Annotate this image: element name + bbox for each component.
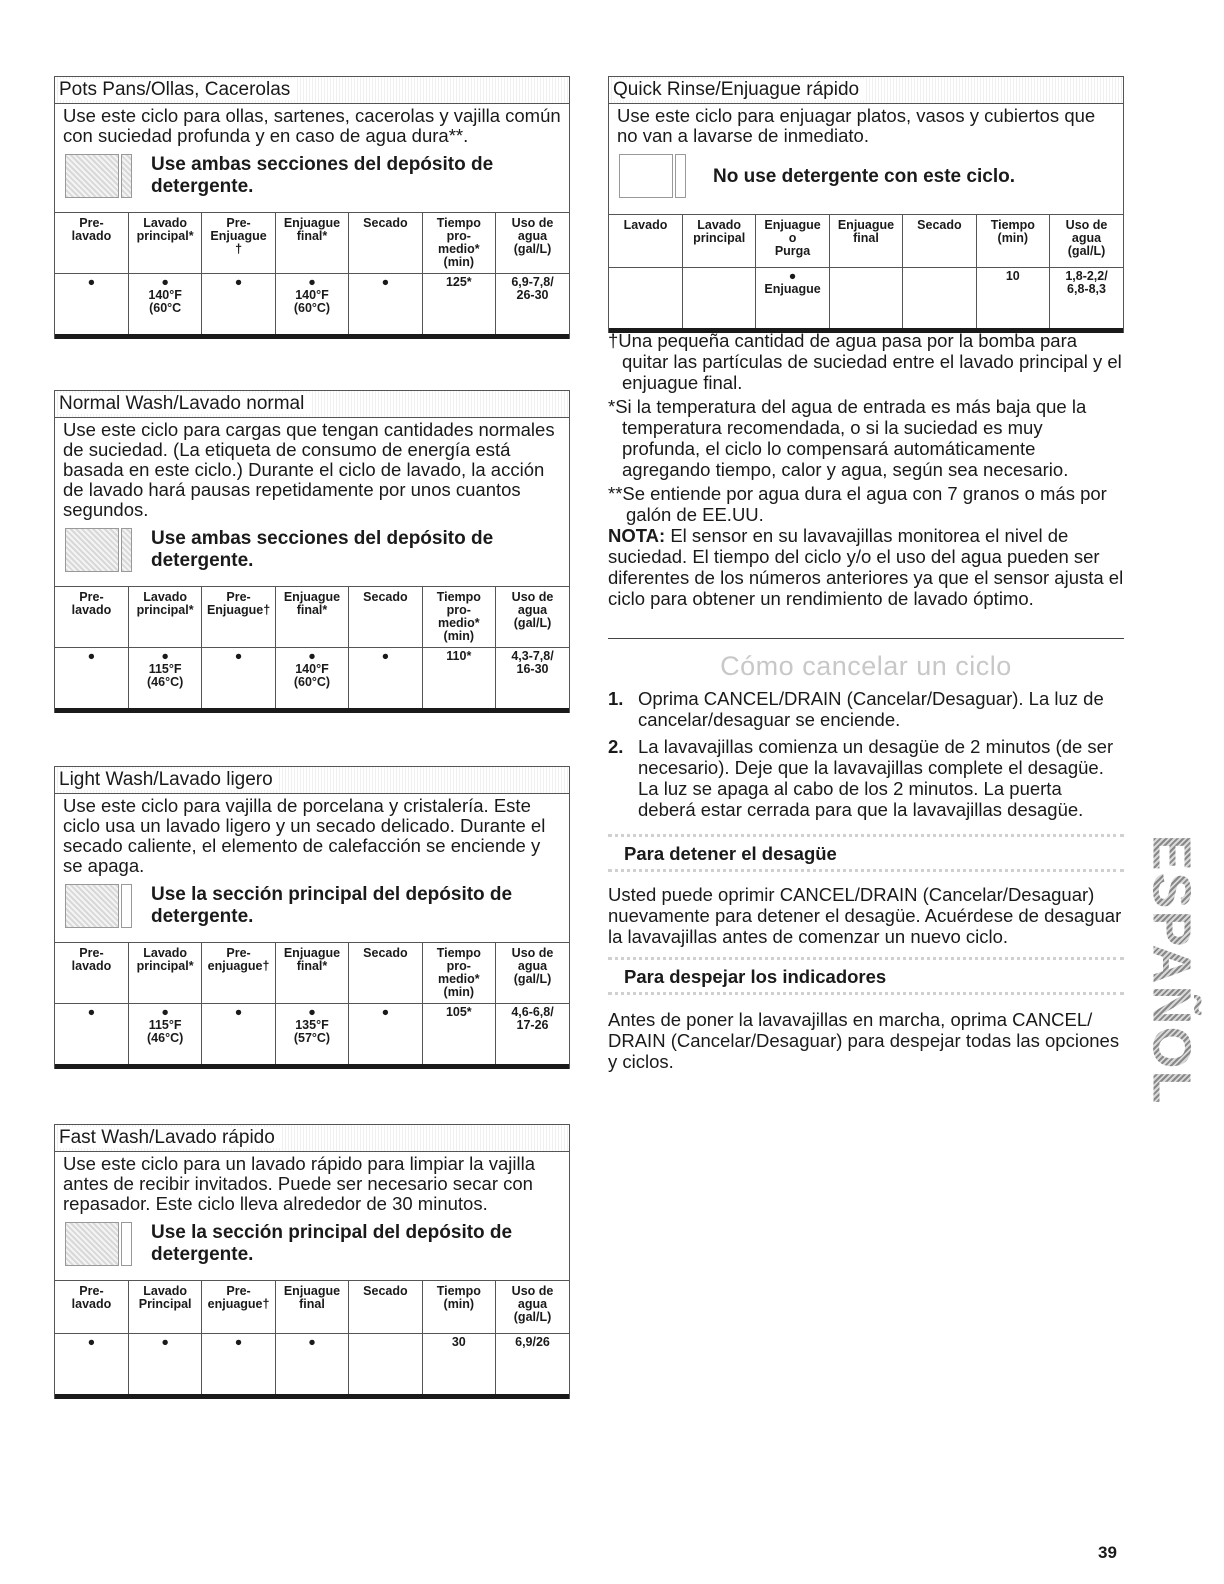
cycle-description: Use este ciclo para un lavado rápido para limpiar la vajilla antes de recibir invitados. Puede ser necesario secar con repasador. Este ciclo lleva alrededor de 30 minutos. — [63, 1153, 535, 1214]
nota-label: NOTA: — [608, 525, 666, 546]
table-header-row — [55, 1281, 569, 1334]
table-header-cell: Tiempo pro- medio* (min) — [422, 943, 495, 1004]
table-header-cell: Pre- Enjuague † — [202, 213, 275, 274]
table-cell — [349, 1334, 422, 1397]
table-row — [55, 274, 569, 337]
language-side-tab — [1142, 834, 1202, 1106]
table-cell — [609, 268, 682, 331]
table-header-cell: Tiempo (min) — [976, 215, 1049, 268]
detergent-tip — [55, 146, 569, 212]
footnote-asterisk: *Si la temperatura del agua de entrada es más baja que la temperatura recomendada, o si la suciedad es muy profunda, el ciclo lo compensará automáticamente agregando tiempo, calor y agua, según sea necesario. — [608, 396, 1087, 480]
cycle-box — [54, 417, 570, 713]
step-number: 2. — [608, 736, 624, 757]
table-cell: ● 115°F (46°C) — [128, 1004, 201, 1067]
cancel-section — [608, 638, 1124, 1072]
table-header-cell: Secado — [903, 215, 976, 268]
table-cell: ● — [128, 1334, 201, 1397]
cycle-normal-wash — [54, 390, 570, 713]
nota-text: El sensor en su lavavajillas monitorea el nivel de suciedad. El tiempo del ciclo y/o el uso del agua pueden ser diferentes de los números anteriores ya que el sensor ajusta el ciclo para obtener un rendimiento de lavado óptimo. — [608, 525, 1124, 609]
table-header-cell: Lavado principal* — [128, 587, 201, 648]
section-divider — [608, 638, 1124, 639]
cycle-title: Normal Wash/Lavado normal — [54, 390, 570, 417]
table-cell: 4,3-7,8/ 16-30 — [511, 649, 554, 676]
table-header-cell: Enjuague o Purga — [756, 215, 829, 268]
table-cell: ● — [349, 1004, 422, 1067]
cycle-description: Use este ciclo para ollas, sartenes, cacerolas y vajilla común con suciedad profunda y en caso de agua dura**. — [63, 105, 561, 146]
table-cell: ● — [202, 648, 275, 711]
table-header-cell: Enjuague final* — [275, 943, 348, 1004]
table-header-cell: Pre- enjuague† — [202, 943, 275, 1004]
table-cell: ● 135°F (57°C) — [275, 1004, 348, 1067]
table-header-row — [55, 213, 569, 274]
table-cell: ● 140°F (60°C — [128, 274, 201, 337]
table-header-cell: Secado — [349, 1281, 422, 1334]
cycle-title: Light Wash/Lavado ligero — [54, 766, 570, 793]
cycle-box — [54, 793, 570, 1069]
cycle-box — [608, 103, 1124, 333]
table-header-cell: Pre- enjuague† — [202, 1281, 275, 1334]
table-header-cell: Lavado principal — [682, 215, 755, 268]
table-cell: ● — [349, 648, 422, 711]
cycle-title: Fast Wash/Lavado rápido — [54, 1124, 570, 1151]
table-header-cell: Uso de agua (gal/L) — [496, 213, 569, 274]
tip-text: Use la sección principal del depósito de detergente. — [151, 1222, 513, 1265]
table-cell — [682, 268, 755, 331]
table-cell — [829, 268, 902, 331]
table-header-cell: Uso de agua (gal/L) — [1050, 215, 1123, 268]
table-cell: ● — [55, 274, 128, 337]
table-header-cell: Pre- Enjuague† — [202, 587, 275, 648]
table-header-cell: Uso de agua (gal/L) — [496, 587, 569, 648]
cycle-pots-pans — [54, 76, 570, 339]
table-cell: 105* — [422, 1004, 495, 1067]
stop-drain-text: Usted puede oprimir CANCEL/DRAIN (Cancelar/Desaguar) nuevamente para detener el desagüe. Acuérdese de desaguar la lavavajillas antes de comenzar un nuevo ciclo. — [608, 884, 1122, 947]
detergent-tip — [55, 1214, 569, 1280]
step-number: 1. — [608, 688, 624, 709]
table-cell: ● — [55, 1334, 128, 1397]
table-cell: ● Enjuague — [756, 268, 829, 331]
step-text: Oprima CANCEL/DRAIN (Cancelar/Desaguar). La luz de cancelar/desaguar se enciende. — [638, 688, 1104, 730]
clear-indicators-text: Antes de poner la lavavajillas en marcha, oprima CANCEL/ DRAIN (Cancelar/Desaguar) para despejar todas las opciones y ciclos. — [608, 1009, 1120, 1072]
clear-indicators-heading: Para despejar los indicadores — [608, 957, 1124, 995]
table-header-cell: Tiempo (min) — [422, 1281, 495, 1334]
cycle-description: Use este ciclo para cargas que tengan cantidades normales de suciedad. (La etiqueta de consumo de energía está basada en este ciclo.) Durante el ciclo de lavado, la acción de lavado hará pausas repetidamente por unos cuantos segundos. — [63, 419, 555, 520]
table-cell: 1,8-2,2/ 6,8-8,3 — [1065, 269, 1108, 296]
cancel-steps — [608, 688, 1124, 820]
table-header-cell: Tiempo pro- medio* (min) — [422, 587, 495, 648]
table-header-cell: Lavado principal* — [128, 943, 201, 1004]
table-cell: ● 140°F (60°C) — [275, 274, 348, 337]
table-row — [55, 1334, 569, 1397]
table-header-cell: Enjuague final* — [275, 587, 348, 648]
table-cell: ● — [202, 1004, 275, 1067]
cycle-fast-wash — [54, 1124, 570, 1399]
cycle-description: Use este ciclo para vajilla de porcelana y cristalería. Este ciclo usa un lavado ligero y un secado delicado. Durante el secado caliente, el elemento de calefacción se enciende y se apaga. — [63, 795, 546, 876]
cycle-title: Quick Rinse/Enjuague rápido — [608, 76, 1124, 103]
detergent-tip — [55, 876, 569, 942]
table-header-cell: Pre- lavado — [55, 1281, 128, 1334]
table-cell: ● — [202, 274, 275, 337]
table-header-cell: Uso de agua (gal/L) — [496, 943, 569, 1004]
table-header-cell: Pre- lavado — [55, 943, 128, 1004]
table-header-cell: Secado — [349, 587, 422, 648]
table-header-row — [55, 587, 569, 648]
table-cell: 10 — [976, 268, 1049, 331]
table-row — [55, 1004, 569, 1067]
dispenser-both-icon — [63, 526, 133, 572]
table-row — [55, 648, 569, 711]
step-item — [608, 688, 1124, 730]
table-cell: ● 140°F (60°C) — [275, 648, 348, 711]
table-cell: ● 115°F (46°C) — [128, 648, 201, 711]
nota-paragraph — [608, 525, 1124, 609]
cycle-table — [55, 1280, 569, 1399]
step-item — [608, 736, 1124, 820]
table-cell: 30 — [422, 1334, 495, 1397]
cycle-table — [55, 942, 569, 1069]
cycle-light-wash — [54, 766, 570, 1069]
cycle-table — [55, 586, 569, 713]
table-header-row — [55, 943, 569, 1004]
detergent-tip — [609, 146, 1123, 214]
table-cell: ● — [275, 1334, 348, 1397]
table-header-cell: Lavado — [609, 215, 682, 268]
table-header-cell: Lavado Principal — [128, 1281, 201, 1334]
page-number: 39 — [1098, 1543, 1117, 1562]
table-cell: 110* — [422, 648, 495, 711]
cycle-description: Use este ciclo para enjuagar platos, vasos y cubiertos que no van a lavarse de inmediato. — [617, 105, 1096, 146]
detergent-tip — [55, 520, 569, 586]
stop-drain-heading: Para detener el desagüe — [608, 834, 1124, 872]
table-cell: 6,9/26 — [515, 1335, 550, 1349]
footnotes — [608, 330, 1124, 612]
table-header-cell: Secado — [349, 213, 422, 274]
cycle-box — [54, 1151, 570, 1399]
tip-text: Use ambas secciones del depósito de detergente. — [151, 528, 494, 571]
table-header-cell: Tiempo pro- medio* (min) — [422, 213, 495, 274]
cycle-box — [54, 103, 570, 339]
table-cell: ● — [349, 274, 422, 337]
tip-text: Use ambas secciones del depósito de detergente. — [151, 154, 494, 197]
table-header-cell: Enjuague final* — [275, 213, 348, 274]
section-heading: Cómo cancelar un ciclo — [720, 651, 1012, 681]
table-header-cell: Enjuague final — [275, 1281, 348, 1334]
cycle-quick-rinse — [608, 76, 1124, 333]
table-cell: ● — [55, 1004, 128, 1067]
table-cell: ● — [202, 1334, 275, 1397]
tip-text: Use la sección principal del depósito de detergente. — [151, 884, 513, 927]
tip-text: No use detergente con este ciclo. — [713, 166, 1015, 187]
table-header-cell: Secado — [349, 943, 422, 1004]
side-tab-label: ESPAÑOL — [1142, 834, 1202, 1106]
footnote-dagger: †Una pequeña cantidad de agua pasa por la bomba para quitar las partículas de suciedad entre el lavado principal y el enjuague final. — [608, 330, 1122, 393]
footnote-double-asterisk: **Se entiende por agua dura el agua con 7 granos o más por galón de EE.UU. — [608, 483, 1107, 525]
dispenser-both-icon — [63, 152, 133, 198]
table-cell — [903, 268, 976, 331]
table-header-cell: Pre- lavado — [55, 213, 128, 274]
table-cell: 6,9-7,8/ 26-30 — [511, 275, 554, 302]
table-header-cell: Enjuague final — [829, 215, 902, 268]
table-cell: 4,6-6,8/ 17-26 — [511, 1005, 554, 1032]
dispenser-empty-icon — [617, 152, 687, 198]
step-text: La lavavajillas comienza un desagüe de 2 minutos (de ser necesario). Deje que la lavavajillas complete el desagüe. La luz se apaga al cabo de los 2 minutos. La puerta deberá estar cerrada para que la lavavajillas desagüe. — [638, 736, 1114, 820]
table-header-row — [609, 215, 1123, 268]
dispenser-main-icon — [63, 882, 133, 928]
table-header-cell: Pre- lavado — [55, 587, 128, 648]
table-cell: 125* — [422, 274, 495, 337]
table-cell: ● — [55, 648, 128, 711]
dispenser-main-icon — [63, 1220, 133, 1266]
table-header-cell: Uso de agua (gal/L) — [496, 1281, 569, 1334]
cycle-title: Pots Pans/Ollas, Cacerolas — [54, 76, 570, 103]
cycle-table — [609, 214, 1123, 333]
table-row — [609, 268, 1123, 331]
table-header-cell: Lavado principal* — [128, 213, 201, 274]
cycle-table — [55, 212, 569, 339]
